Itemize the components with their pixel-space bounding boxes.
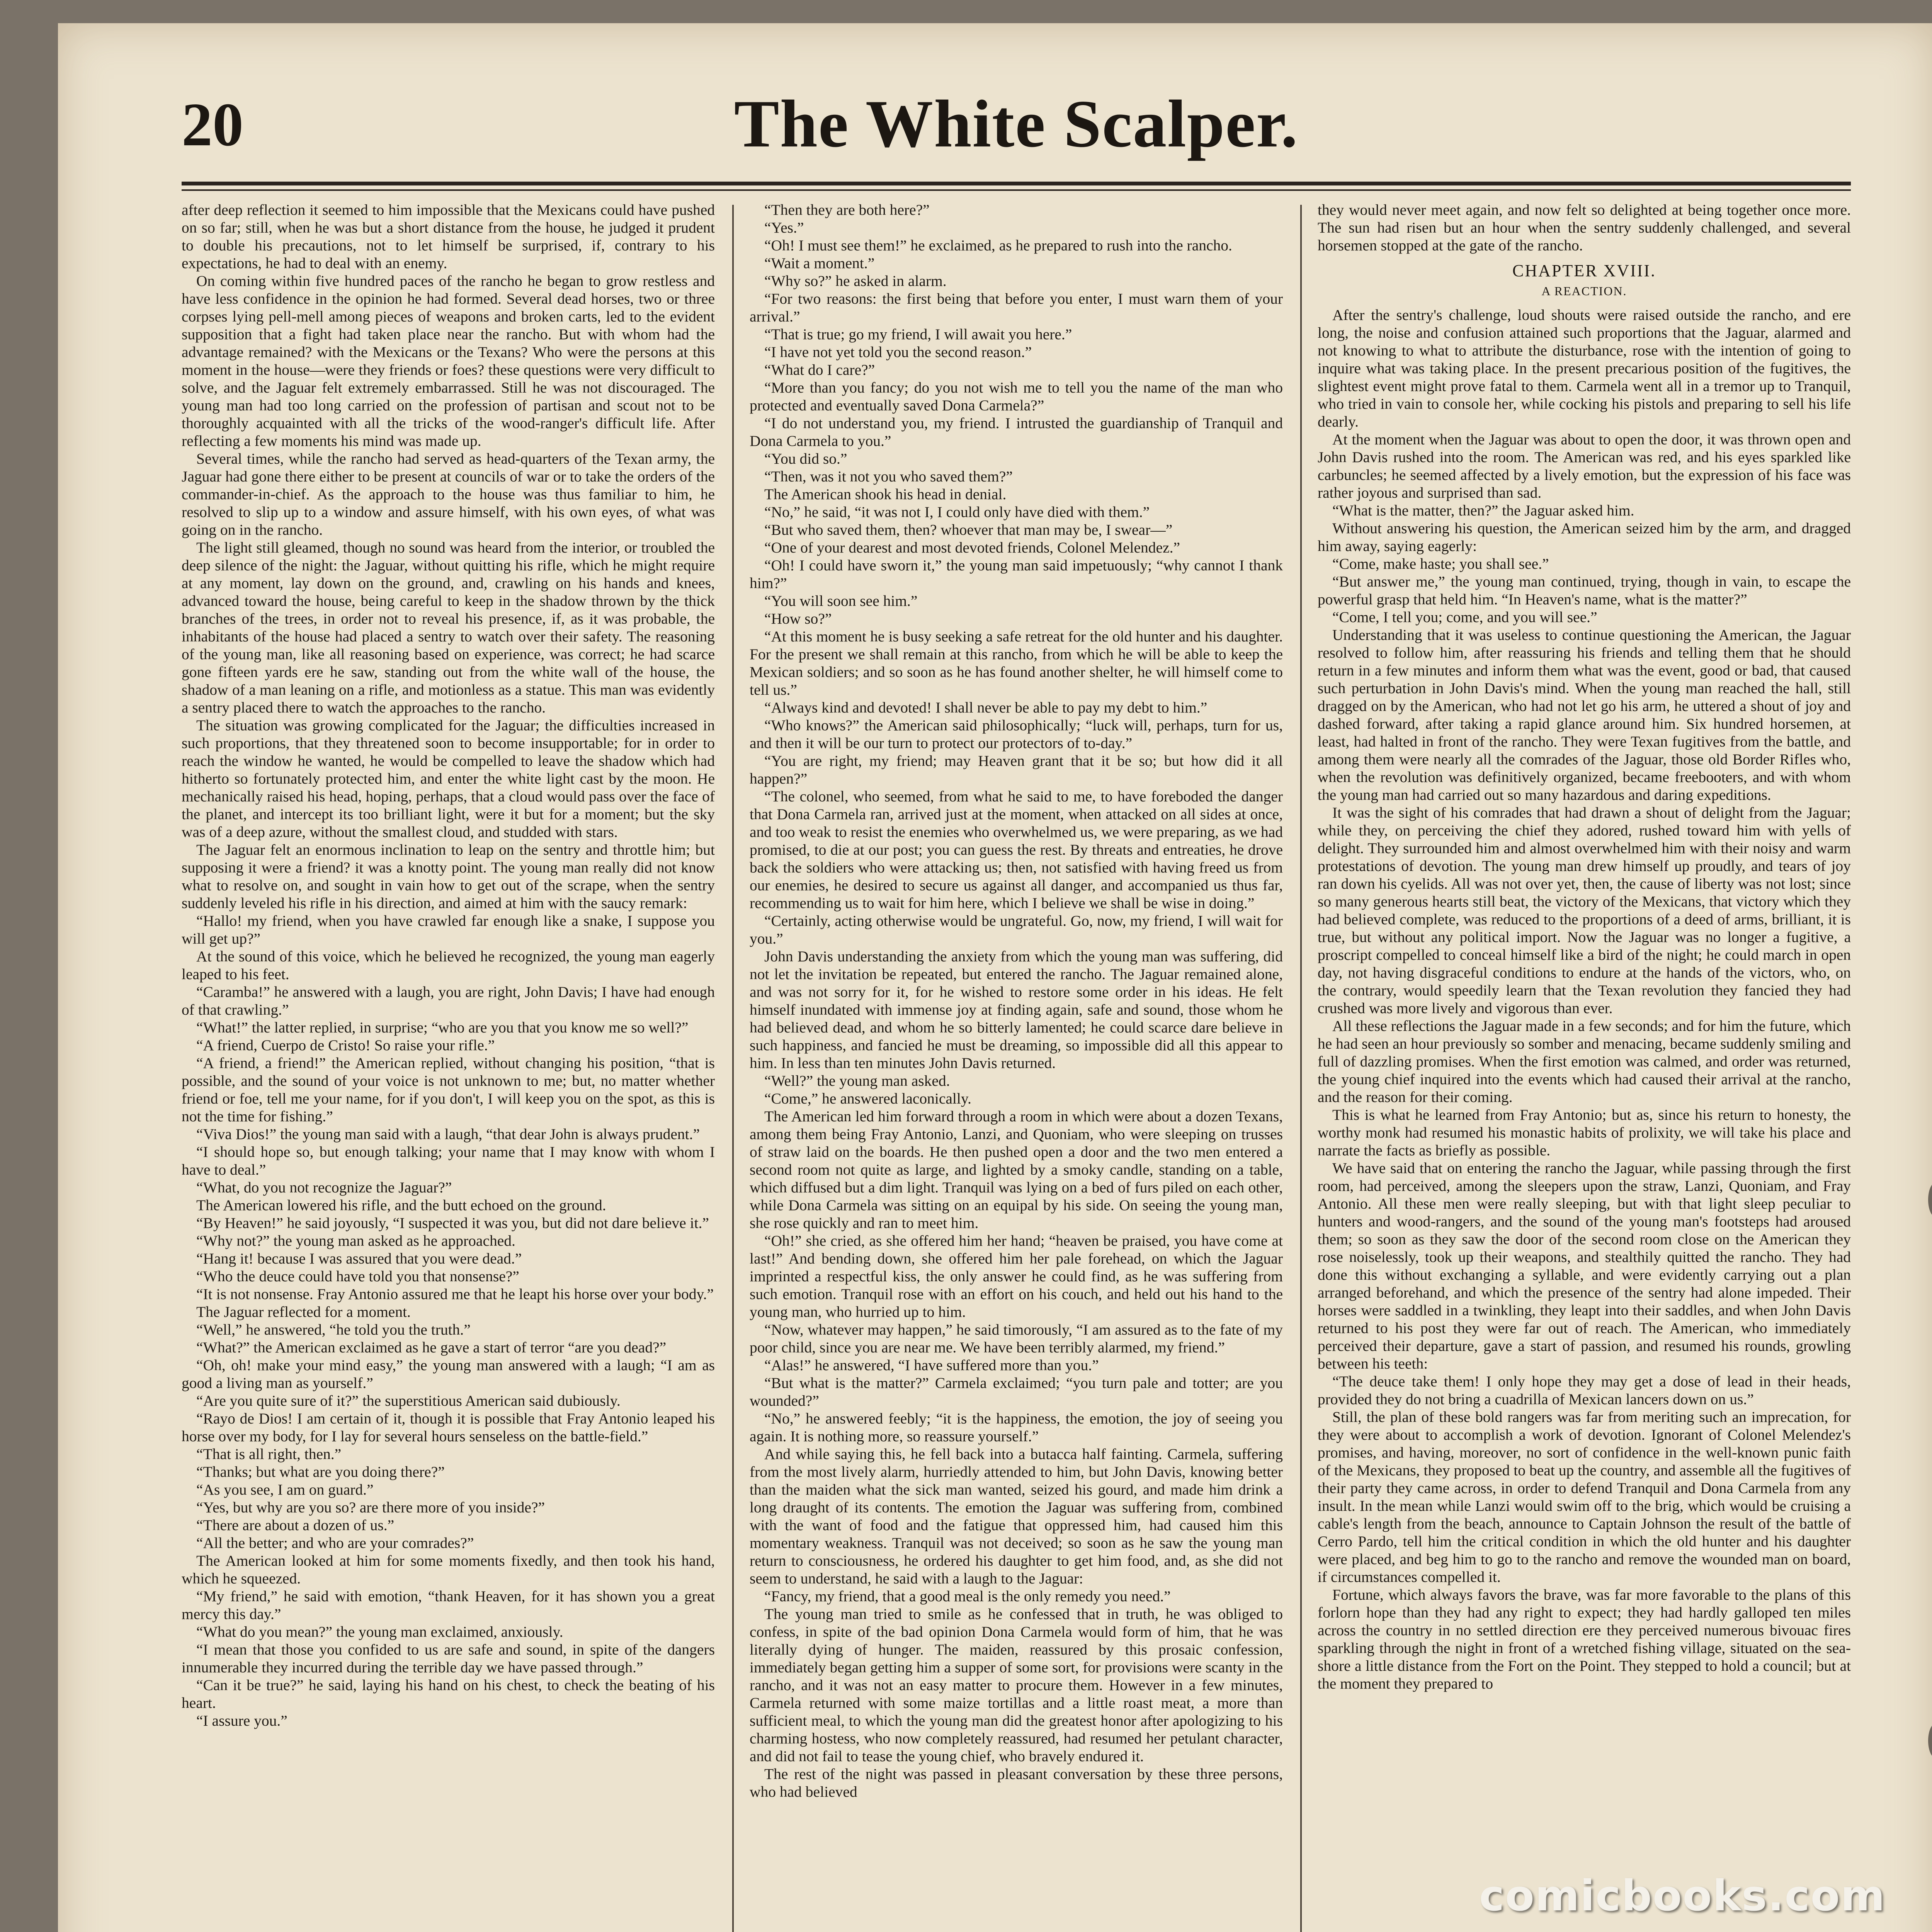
paragraph: The Jaguar felt an enormous inclination to leap on the sentry and throttle him; but supposing it were a friend? it was a knotty point. The young man really did not know what to resolve on, and sought in vain how to get out of the scrape, when the sentry suddenly leveled his rifle in his direction, and aimed at him with the saucy remark: [182,841,715,912]
paragraph: “I assure you.” [196,1712,287,1729]
paragraph: “Well,” he answered, “he told you the truth.” [196,1321,471,1338]
chapter-title: CHAPTER XVIII. [1512,261,1656,280]
paragraph: All these reflections the Jaguar made in a few seconds; and for him the future, which he had seen an hour previously so somber and menacing, became suddenly smiling and full of dazzling promises. When the first emotion was calmed, and order was returned, the young chief inquired into the events which had caused their arrival at the rancho, and the reason for their coming. [1318,1017,1851,1105]
paragraph: The rest of the night was passed in pleasant conversation by these three persons, who had believed [750,1765,1283,1800]
paragraph: “Then they are both here?” [764,201,930,218]
paragraph: The American led him forward through a room in which were about a dozen Texans, among them being Fray Antonio, Lanzi, and Quoniam, who were sleeping on trusses of straw laid on the boards. He then pushed open a door and the two men entered a second room not quite as large, and lighted by a smoky candle, standing on a table, which diffused but a dim light. Tranquil was lying on a bed of furs piled on each other, while Dona Carmela was sitting on an equipal by his side. On seeing the young man, she rose quickly and ran to meet him. [750,1108,1283,1231]
chapter-subtitle: A REACTION. [1541,284,1627,298]
paragraph: “One of your dearest and most devoted friends, Colonel Melendez.” [764,539,1180,556]
column-1 [182,201,715,1932]
paragraph: “Thanks; but what are you doing there?” [196,1463,445,1480]
header-rule [182,189,1851,191]
paragraph: “The deuce take them! I only hope they may get a dose of lead in their heads, provided they do not bring a cuadrilla of Mexican lancers down on us.” [1318,1373,1851,1408]
paragraph: “Oh! I could have sworn it,” the young man said impetuously; “why cannot I thank him?” [750,557,1283,592]
paragraph: “As you see, I am on guard.” [196,1481,374,1498]
paragraph: “For two reasons: the first being that before you enter, I must warn them of your arrival.” [750,290,1283,325]
paragraph: “Come, make haste; you shall see.” [1332,555,1549,572]
column-divider [732,205,734,1932]
paragraph: “I mean that those you confided to us are safe and sound, in spite of the dangers innumerable they incurred during the terrible day we have passed through.” [182,1641,715,1676]
paragraph: It was the sight of his comrades that had drawn a shout of delight from the Jaguar; while they, on perceiving the chief they adored, rushed toward him with yells of delight. They surrounded him and almost overwhelmed him with their noisy and warm protestations of devotion. The young man drew himself up proudly, and tears of joy ran down his cyelids. All was not over yet, then, the cause of liberty was not lost; since so many generous hearts still beat, the victory of the Mexicans, that victory which they had believed complete, was reduced to the proportions of a deed of arms, brilliant, it is true, but without any political import. Now the Jaguar was no longer a fugitive, a proscript compelled to conceal himself like a bird of the night; he could march in open day, not having disgraceful conditions to endure at the hands of the victors, who, on the contrary, would speedily learn that the Texan revolution they fancied they had crushed was more lively and vigorous than ever. [1318,804,1851,1017]
paragraph: “Always kind and devoted! I shall never be able to pay my debt to him.” [764,699,1208,716]
binding-hole [1928,1723,1932,1758]
paragraph: “Rayo de Dios! I am certain of it, though it is possible that Fray Antonio leaped his horse over my body, for I lay for several hours senseless on the battle-field.” [182,1410,715,1445]
paragraph: “Hang it! because I was assured that you were dead.” [196,1250,522,1267]
magazine-page [58,23,1932,1932]
paragraph: The light still gleamed, though no sound was heard from the interior, or troubled the deep silence of the night: the Jaguar, without quitting his rifle, which he might require at any moment, lay down on the ground, and, crawling on his hands and knees, advanced toward the house, being careful to keep in the shadow thrown by the thick branches of the trees, in order not to reveal his presence, if, as it was probable, the inhabitants of the house had placed a sentry to watch over their safety. The reasoning of the young man, like all reasoning based on experience, was correct; he had scarce gone fifteen yards ere he saw, standing out from the white wall of the house, the shadow of a man leaning on a rifle, and motionless as a statue. This man was evidently a sentry placed there to watch the approaches to the rancho. [182,539,715,716]
paragraph: “Well?” the young man asked. [764,1072,950,1089]
paragraph: “What do you mean?” the young man exclaimed, anxiously. [196,1623,563,1640]
paragraph: “I should hope so, but enough talking; your name that I may know with whom I have to deal.” [182,1143,715,1178]
paragraph: The Jaguar reflected for a moment. [196,1303,411,1320]
paragraph: “No,” he said, “it was not I, I could only have died with them.” [764,503,1150,520]
page-header [182,81,1851,185]
paragraph: “Who knows?” the American said philosophically; “luck will, perhaps, turn for us, and then it will be our turn to protect our protectors of to-day.” [750,717,1283,752]
paragraph: “Yes.” [764,219,804,236]
paragraph: “Fancy, my friend, that a good meal is the only remedy you need.” [764,1588,1171,1605]
paragraph: The young man tried to smile as he confessed that in truth, he was obliged to confess, in spite of the bad opinion Dona Carmela would form of him, that he was literally dying of hunger. The maiden, reassured by this prosaic confession, immediately began getting him a supper of some sort, for provisions were scanty in the rancho, and it was not an easy matter to procure them. However in a few minutes, Carmela returned with some maize tortillas and a little roast meat, a more than sufficient meal, to which the young man did the greatest honor after apologizing to his charming hostess, who now completely reassured, had resumed her petulant character, and did not fail to tease the young chief, who bravely endured it. [750,1605,1283,1765]
paragraph: At the moment when the Jaguar was about to open the door, it was thrown open and John Davis rushed into the room. The American was red, and his eyes sparkled like carbuncles; he seemed affected by a lively emotion, but the expression of his face was rather joyous and surprised than sad. [1318,431,1851,501]
paragraph: “By Heaven!” he said joyously, “I suspected it was you, but did not dare believe it.” [196,1214,709,1231]
paragraph: “But what is the matter?” Carmela exclaimed; “you turn pale and totter; are you wounded?” [750,1374,1283,1409]
paragraph: And while saying this, he fell back into a butacca half fainting. Carmela, suffering from the most lively alarm, hurriedly attended to him, but John Davis, knowing better than the maiden what the sick man wanted, seized his gourd, and made him drink a long draught of its contents. The emotion the Jaguar was suffering from, combined with the want of food and the fatigue that oppressed him, had caused him this momentary weakness. Tranquil was not deceived; so soon as he saw the young man return to consciousness, he ordered his daughter to get him food, and, as she did not seem to understand, he said with a laugh to the Jaguar: [750,1446,1283,1587]
binding-hole [1928,1182,1932,1217]
paragraph: “I do not understand you, my friend. I intrusted the guardianship of Tranquil and Dona Carmela to you.” [750,415,1283,449]
paragraph: “That is true; go my friend, I will await you here.” [764,326,1072,343]
paragraph: “Why not?” the young man asked as he approached. [196,1232,515,1249]
paragraph: “What, do you not recognize the Jaguar?” [196,1179,452,1196]
paragraph: “But answer me,” the young man continued, trying, though in vain, to escape the powerful grasp that held him. “In Heaven's name, what is the matter?” [1318,573,1851,608]
paragraph: Fortune, which always favors the brave, was far more favorable to the plans of this forlorn hope than they had any right to expect; they had hardly galloped ten miles across the country in no settled direction ere they perceived numerous bivouac fires sparkling through the night in front of a wretched fishing village, situated on the sea-shore a little distance from the Fort on the Point. They stepped to hold a council; but at the moment they prepared to [1318,1586,1851,1692]
text-columns [182,201,1851,1932]
paragraph: “Wait a moment.” [764,255,875,272]
page-title: The White Scalper. [734,86,1299,161]
paragraph: “You are right, my friend; may Heaven grant that it be so; but how did it all happen?” [750,752,1283,787]
paragraph: “Caramba!” he answered with a laugh, you are right, John Davis; I have had enough of that crawling.” [182,983,715,1018]
paragraph: The American lowered his rifle, and the butt echoed on the ground. [196,1197,606,1214]
paragraph: “Viva Dios!” the young man said with a laugh, “that dear John is always prudent.” [196,1126,700,1143]
paragraph: “More than you fancy; do you not wish me to tell you the name of the man who protected and eventually saved Dona Carmela?” [750,379,1283,414]
paragraph: “A friend, Cuerpo de Cristo! So raise your rifle.” [196,1037,495,1054]
paragraph: “It is not nonsense. Fray Antonio assured me that he leapt his horse over your body.” [196,1286,714,1303]
paragraph: “How so?” [764,610,832,627]
paragraph: “You will soon see him.” [764,592,918,609]
paragraph: “The colonel, who seemed, from what he said to me, to have foreboded the danger that Dona Carmela ran, arrived just at the moment, when attacked on all sides at once, and too weak to resist the enemies who overwhelmed us, we were preparing, as we had promised, to die at our post; you can guess the rest. By threats and entreaties, he drove back the soldiers who were attacking us; then, not satisfied with having freed us from our enemies, he desired to secure us against all danger, and accompanied us thus far, recommending us to wait for him here, which I believe we shall be wise in doing.” [750,788,1283,912]
paragraph: “Alas!” he answered, “I have suffered more than you.” [764,1357,1099,1374]
paragraph: “What is the matter, then?” the Jaguar asked him. [1332,502,1634,519]
paragraph: Still, the plan of these bold rangers was far from meriting such an imprecation, for they were about to accomplish a work of devotion. Ignorant of Colonel Melendez's promises, and having, moreover, no sort of confidence in the well-known punic faith of the Mexicans, they proposed to beat up the country, and assemble all the fugitives of their party they came across, in order to defend Tranquil and Dona Carmela from any insult. In the mean while Lanzi would swim off to the brig, which would be cruising a cable's length from the beach, announce to Captain Johnson the result of the battle of Cerro Pardo, tell him the critical condition in which the old hunter and his daughter were placed, and beg him to go to the rancho and remove the wounded man on board, if circumstances compelled it. [1318,1408,1851,1585]
paragraph: “A friend, a friend!” the American replied, without changing his position, “that is possible, and the sound of your voice is not unknown to me; but, no matter whether friend or foe, tell me your name, for if you don't, I will keep you on the spot, as this is not the time for fishing.” [182,1054,715,1125]
paragraph: The situation was growing complicated for the Jaguar; the difficulties increased in such proportions, that they threatened soon to become insupportable; for in order to reach the window he wanted, he would be compelled to leave the shadow which had hitherto so fortunately protected him, and enter the white light cast by the moon. He mechanically raised his head, hoping, perhaps, that a cloud would pass over the face of the planet, and intercept its too brilliant light, were it but for a moment; but the sky was of a deep azure, without the smallest cloud, and studded with stars. [182,717,715,840]
paragraph: At the sound of this voice, which he believed he recognized, the young man eagerly leaped to his feet. [182,948,715,983]
paragraph: after deep reflection it seemed to him impossible that the Mexicans could have pushed on so far; still, when he was but a short distance from the house, he judged it prudent to double his precautions, not to let himself be surprised, if, contrary to his expectations, he had to deal with an enemy. [182,201,715,272]
paragraph: “Oh! I must see them!” he exclaimed, as he prepared to rush into the rancho. [764,237,1232,254]
paragraph: “That is all right, then.” [196,1446,342,1463]
paragraph: Without answering his question, the American seized him by the arm, and dragged him away, saying eagerly: [1318,520,1851,554]
paragraph: “You did so.” [764,450,847,467]
paragraph: “Come, I tell you; come, and you will see.” [1332,609,1597,626]
paragraph: “Certainly, acting otherwise would be ungrateful. Go, now, my friend, I will wait for you.” [750,912,1283,947]
paragraph: “Who the deuce could have told you that nonsense?” [196,1268,519,1285]
paragraph: “No,” he answered feebly; “it is the happiness, the emotion, the joy of seeing you again. It is nothing more, so reassure yourself.” [750,1410,1283,1445]
column-divider [1300,205,1302,1932]
watermark: comicbooks.com [1479,1871,1886,1920]
paragraph: “Why so?” he asked in alarm. [764,272,947,289]
paragraph: “Oh!” she cried, as she offered him her hand; “heaven be praised, you have come at last!” And bending down, she offered him her pale forehead, on which the Jaguar imprinted a respectful kiss, the only answer he could find, as he was suffering from such emotion. Tranquil rose with an effort on his couch, and held out his hand to the young man, who hurried up to him. [750,1232,1283,1320]
page-number: 20 [182,90,243,159]
paragraph: “Oh, oh! make your mind easy,” the young man answered with a laugh; “I am as good a living man as yourself.” [182,1357,715,1391]
paragraph: Understanding that it was useless to continue questioning the American, the Jaguar resolved to follow him, after reassuring his friends and telling them that he should return in a few minutes and inform them what was the event, good or bad, that caused such perturbation in John Davis's mind. When the young man reached the hall, still dragged on by the American, who had not let go his arm, he uttered a shout of joy and dashed forward, after taking a rapid glance around him. Six hundred horsemen, at least, had halted in front of the rancho. They were Texan fugitives from the battle, and among them were nearly all the comrades of the Jaguar, those old Border Rifles who, when the revolution was definitively organized, became freebooters, and with whom the young man had carried out so many hazardous and daring expeditions. [1318,626,1851,803]
paragraph: “What?” the American exclaimed as he gave a start of terror “are you dead?” [196,1339,667,1356]
paragraph: After the sentry's challenge, loud shouts were raised outside the rancho, and ere long, the noise and confusion attained such proportions that the Jaguar, alarmed and not knowing to what to attribute the disturbance, rose with the intention of going to inquire what was taking place. In the present precarious position of the fugitives, the slightest event might prove fatal to them. Carmela went all in a tremor up to Tranquil, who tried in vain to console her, while cocking his pistols and preparing to sell his life dearly. [1318,306,1851,430]
column-2 [750,201,1283,1932]
paragraph: “Are you quite sure of it?” the superstitious American said dubiously. [196,1392,621,1409]
paragraph: “Can it be true?” he said, laying his hand on his chest, to check the beating of his heart. [182,1677,715,1711]
paragraph: John Davis understanding the anxiety from which the young man was suffering, did not let the invitation be repeated, but entered the rancho. The Jaguar remained alone, and was not sorry for it, for he wished to restore some order in his ideas. He felt himself inundated with immense joy at finding again, safe and sound, those whom he had believed dead, and whom he so bitterly lamented; he could scarce dare believe in such happiness, and fancied he must be dreaming, so impossible did all this appear to him. In less than ten minutes John Davis returned. [750,948,1283,1071]
paragraph: Several times, while the rancho had served as head-quarters of the Texan army, the Jaguar had gone there either to be present at councils of war or to take the orders of the commander-in-chief. As the approach to the house was thus familiar to him, he resolved to slip up to a window and assure himself, with his own eyes, of what was going on in the rancho. [182,450,715,538]
column-3 [1318,201,1851,1932]
paragraph: “All the better; and who are your comrades?” [196,1534,474,1551]
paragraph: “My friend,” he said with emotion, “thank Heaven, for it has shown you a great mercy this day.” [182,1588,715,1622]
paragraph: they would never meet again, and now felt so delighted at being together once more. The sun had risen but an hour when the sentry suddenly challenged, and several horsemen stopped at the gate of the rancho. [1318,201,1851,254]
paragraph: “What do I care?” [764,361,875,378]
paragraph: “Yes, but why are you so? are there more of you inside?” [196,1499,545,1516]
paragraph: On coming within five hundred paces of the rancho he began to grow restless and have less confidence in the opinion he had formed. Several dead horses, two or three corpses lying pell-mell among pieces of weapons and broken carts, led to the evident supposition that a fight had taken place near the rancho. But with whom had the advantage remained? with the Mexicans or the Texans? Who were the persons at this moment in the house—were they friends or foes? these questions were very difficult to solve, and the Jaguar felt extremely embarrassed. Still he was not discouraged. The young man had too long carried on the profession of partisan and scout not to be thoroughly acquainted with all the tricks of the wood-ranger's difficult life. After reflecting a few moments his mind was made up. [182,272,715,449]
paragraph: “At this moment he is busy seeking a safe retreat for the old hunter and his daughter. For the present we shall remain at this rancho, from which he will be able to keep the Mexican soldiers; and so soon as he has found another shelter, he will himself come to tell us.” [750,628,1283,698]
paragraph: We have said that on entering the rancho the Jaguar, while passing through the first room, had perceived, among the sleepers upon the straw, Lanzi, Quoniam, and Fray Antonio. All these men were really sleeping, but with that light sleep peculiar to hunters and wood-rangers, and the sound of the young man's footsteps had aroused them; so soon as they saw the door of the second room close on the American they rose noiselessly, took up their weapons, and stealthily quitted the rancho. They had done this without exchanging a syllable, and were evidently carrying out a plan arranged beforehand, and which the presence of the sentry had alone impeded. Their horses were saddled in a twinkling, they leapt into their saddles, and when John Davis returned to his post they were far out of reach. The American, who immediately perceived their departure, gave a start of passion, and resumed his rounds, growling between his teeth: [1318,1160,1851,1372]
paragraph: This is what he learned from Fray Antonio; but as, since his return to honesty, the worthy monk had resumed his monastic habits of prolixity, we will take his place and narrate the facts as briefly as possible. [1318,1106,1851,1159]
paragraph: “But who saved them, then? whoever that man may be, I swear—” [764,521,1173,538]
paragraph: “Hallo! my friend, when you have crawled far enough like a snake, I suppose you will get up?” [182,912,715,947]
paragraph: “What!” the latter replied, in surprise; “who are you that you know me so well?” [196,1019,689,1036]
paragraph: “Come,” he answered laconically. [764,1090,971,1107]
paragraph: The American shook his head in denial. [764,486,1007,503]
paragraph: The American looked at him for some moments fixedly, and then took his hand, which he squeezed. [182,1552,715,1587]
paragraph: “I have not yet told you the second reason.” [764,344,1032,361]
paragraph: “Now, whatever may happen,” he said timorously, “I am assured as to the fate of my poor child, since you are near me. We have been terribly alarmed, my friend.” [750,1321,1283,1356]
paragraph: “There are about a dozen of us.” [196,1517,395,1534]
paragraph: “Then, was it not you who saved them?” [764,468,1013,485]
